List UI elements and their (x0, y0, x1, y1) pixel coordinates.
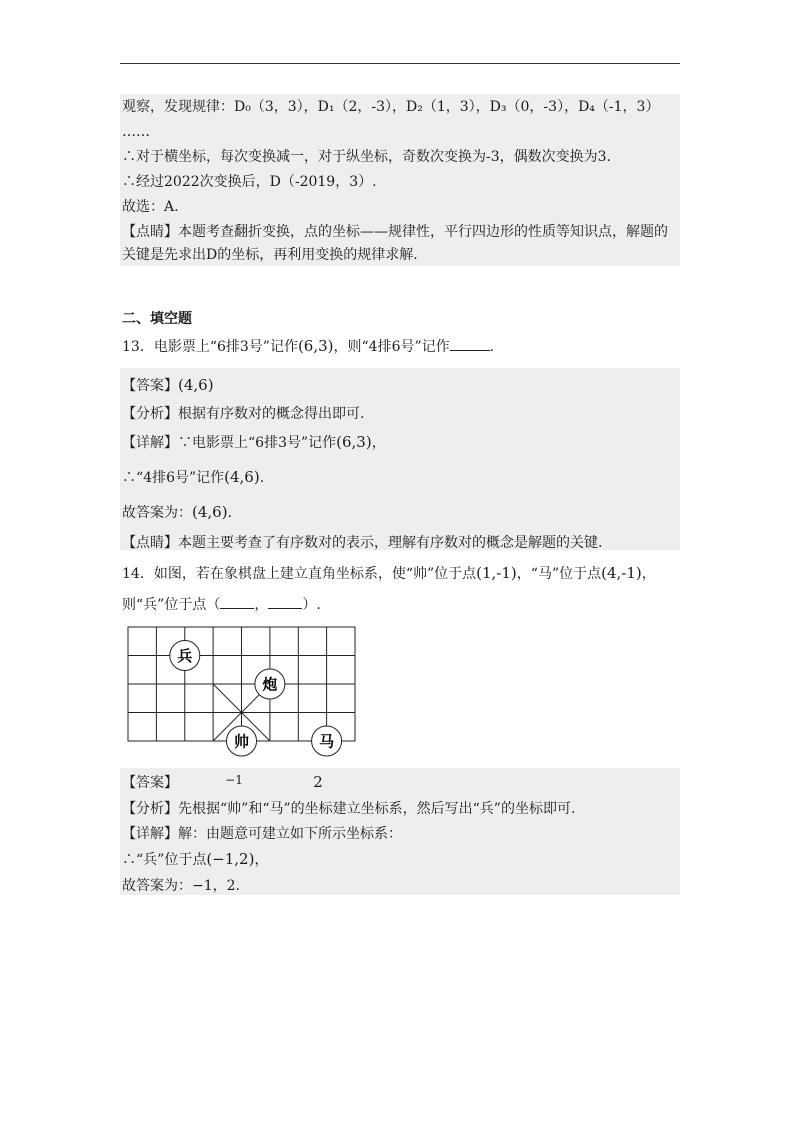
prev-after-line: ∴经过2022次变换后，D（-2019，3）. (122, 174, 377, 190)
q14-blank-x (220, 594, 254, 609)
board-grid (128, 627, 355, 741)
q14-stem-text-b: ，“马”位于点 (516, 566, 602, 582)
q13-detail-math: (6,3) (336, 433, 372, 451)
q14-final: 故答案为：−1，2. (122, 878, 240, 894)
q13-final-punct: . (227, 505, 233, 521)
prev-ellipsis: …… (122, 124, 150, 140)
q14-stem-text-c: ， (641, 566, 656, 582)
prev-choice-line: 故选：A. (122, 199, 179, 215)
q13-analysis: 【分析】根据有序数对的概念得出即可. (122, 406, 365, 422)
prev-comment-line-1: 【点睛】本题考查翻折变换，点的坐标——规律性，平行四边形的性质等知识点，解题的 (122, 224, 668, 240)
q14-stem2-text-a: 则“兵”位于点（ (122, 597, 221, 613)
section-title: 二、填空题 (122, 311, 192, 327)
piece-bing-label: 兵 (177, 647, 193, 665)
q14-therefore-math: (−1,2) (206, 850, 255, 868)
q14-answer-line (122, 772, 346, 793)
header-rule (120, 63, 680, 64)
q14-answer-label: 【答案】 (122, 775, 178, 791)
prev-comment-line-2: 关键是先求出D的坐标，再利用变换的规律求解. (122, 247, 418, 263)
q13-detail-label: 【详解】 (122, 435, 178, 451)
q14-stem2-text-b: ， (254, 597, 269, 613)
q14-answer-value-1: −1 (225, 773, 243, 787)
chess-board-figure (127, 626, 359, 766)
q14-stem (122, 563, 656, 584)
piece-shuai (227, 726, 257, 756)
q13-stem-text-c: . (489, 339, 495, 355)
piece-ma (312, 726, 342, 756)
prev-rule-line: ∴对于横坐标，每次变换减一，对于纵坐标，奇数次变换为-3，偶数次变换为3. (122, 149, 611, 165)
piece-pao-label: 炮 (262, 675, 278, 694)
q13-answer-value: (4,6) (178, 376, 214, 394)
prev-observe-line: 观察，发现规律：D₀（3，3），D₁（2，-3），D₂（1，3），D₃（0，-3），D₄（-1，3） (122, 99, 660, 115)
q14-blank-y (268, 594, 302, 609)
q14-stem-text-a: 14．如图，若在象棋盘上建立直角坐标系，使“帅”位于点 (122, 566, 477, 582)
q13-final-line (122, 502, 232, 523)
q13-therefore-math: (4,6) (224, 468, 260, 486)
q14-answer-value-2: 2 (313, 773, 323, 791)
q13-detail-line (122, 432, 386, 453)
q13-therefore-text: ∴“4排6号”记作 (122, 470, 225, 486)
q14-stem2-text-c: ）. (302, 597, 321, 613)
q13-detail-punct: ， (371, 435, 386, 451)
q13-stem (122, 336, 494, 357)
q13-answer-blank (450, 336, 490, 351)
q14-therefore-punct: ， (254, 852, 269, 868)
piece-pao (255, 669, 285, 699)
piece-ma-label: 马 (319, 732, 335, 751)
q13-final-math: (4,6) (192, 503, 228, 521)
q13-stem-text-b: ，则“4排6号”记作 (333, 339, 450, 355)
q13-detail-text: ∵电影票上“6排3号”记作 (178, 435, 337, 451)
q13-answer-label: 【答案】 (122, 378, 178, 394)
q14-detail: 【详解】解：由题意可建立如下所示坐标系： (122, 826, 402, 842)
q14-analysis: 【分析】先根据“帅”和“马”的坐标建立坐标系，然后写出“兵”的坐标即可. (122, 801, 576, 817)
piece-bing (170, 641, 200, 671)
piece-shuai-label: 帅 (233, 732, 250, 751)
q14-stem-line-2 (122, 594, 321, 615)
q13-therefore-punct: . (259, 470, 265, 486)
q13-stem-math: (6,3) (297, 337, 334, 355)
q13-answer-line (122, 375, 214, 396)
q13-therefore-line (122, 467, 264, 488)
q13-comment: 【点睛】本题主要考查了有序数对的表示，理解有序数对的概念是解题的关键. (122, 535, 603, 551)
q14-therefore-text: ∴“兵”位于点 (122, 852, 207, 868)
q13-stem-text-a: 13．电影票上“6排3号”记作 (122, 339, 298, 355)
q14-stem-math-2: (4,-1) (601, 564, 642, 582)
q13-final-text: 故答案为： (122, 505, 192, 521)
q14-stem-math-1: (1,-1) (476, 564, 517, 582)
q14-therefore-line (122, 849, 268, 870)
